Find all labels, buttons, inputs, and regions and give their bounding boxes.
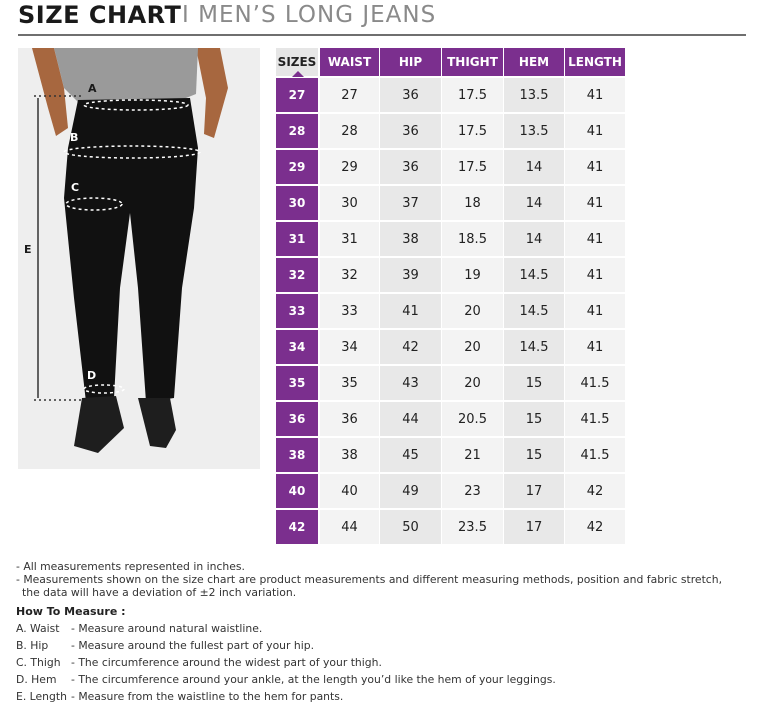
size-table-container [276,48,626,544]
page-subtitle: I MEN’S LONG JEANS [182,2,437,28]
measurement-cell: 36 [380,112,442,148]
measurement-cell: 42 [565,508,626,544]
measurement-cell: 27 [320,76,380,112]
measurement-cell: 20 [442,292,504,328]
measure-item [16,639,746,652]
measurement-cell: 36 [380,148,442,184]
table-row [276,436,626,472]
note-line: the data will have a deviation of ±2 inch variation. [22,586,297,599]
measurement-cell: 32 [320,256,380,292]
size-cell: 40 [276,472,320,508]
size-cell: 35 [276,364,320,400]
header-hip: HIP [380,48,442,76]
measurement-cell: 37 [380,184,442,220]
size-cell: 30 [276,184,320,220]
measurement-cell: 41 [380,292,442,328]
measurement-cell: 13.5 [504,112,565,148]
measurement-cell: 41 [565,328,626,364]
measurement-cell: 36 [380,76,442,112]
size-cell: 28 [276,112,320,148]
table-row [276,76,626,112]
measurement-cell: 50 [380,508,442,544]
measure-key: D. Hem [16,673,57,686]
size-cell: 33 [276,292,320,328]
measure-key: E. Length [16,690,67,703]
measurement-cell: 42 [565,472,626,508]
marker-d: D [87,369,97,382]
measurement-cell: 41.5 [565,364,626,400]
measurement-cell: 20 [442,364,504,400]
measurement-cell: 41 [565,148,626,184]
measure-desc: - Measure around natural waistline. [71,622,263,635]
measure-key: B. Hip [16,639,49,652]
table-row [276,184,626,220]
header-length: LENGTH [565,48,626,76]
note-line: - All measurements represented in inches. [16,560,245,573]
measurement-cell: 13.5 [504,76,565,112]
size-cell: 29 [276,148,320,184]
size-table [276,48,626,544]
header-sizes: SIZES [276,48,320,76]
measurement-cell: 49 [380,472,442,508]
measurement-cell: 17.5 [442,148,504,184]
measure-desc: - Measure from the waistline to the hem for pants. [71,690,344,703]
marker-b: B [70,131,79,144]
measurement-cell: 36 [320,400,380,436]
measurement-cell: 28 [320,112,380,148]
measurement-cell: 20 [442,328,504,364]
measurement-cell: 41 [565,256,626,292]
measure-item [16,656,746,669]
measurement-cell: 23.5 [442,508,504,544]
measurement-cell: 15 [504,364,565,400]
measurement-cell: 41 [565,184,626,220]
measurement-cell: 14 [504,148,565,184]
measure-key: C. Thigh [16,656,61,669]
measurement-cell: 33 [320,292,380,328]
table-row [276,292,626,328]
measure-desc: - Measure around the fullest part of your hip. [71,639,315,652]
measurement-cell: 41 [565,112,626,148]
measure-desc: - The circumference around your ankle, at the length you’d like the hem of your leggings. [71,673,556,686]
measurement-cell: 15 [504,400,565,436]
measurement-cell: 14.5 [504,328,565,364]
header-hem: HEM [504,48,565,76]
measure-item [16,673,746,686]
measurement-cell: 14.5 [504,256,565,292]
measurement-cell: 41 [565,292,626,328]
marker-c: C [71,181,80,194]
measurement-cell: 42 [380,328,442,364]
measurement-cell: 44 [380,400,442,436]
measurement-cell: 23 [442,472,504,508]
header-waist: WAIST [320,48,380,76]
measurement-cell: 29 [320,148,380,184]
marker-e: E [24,243,32,256]
measurement-cell: 17.5 [442,76,504,112]
table-row [276,220,626,256]
measurement-cell: 17 [504,508,565,544]
size-cell: 31 [276,220,320,256]
table-row [276,508,626,544]
measurement-cell: 18 [442,184,504,220]
measurement-cell: 21 [442,436,504,472]
measurement-cell: 18.5 [442,220,504,256]
how-to-measure-title: How To Measure : [16,605,126,618]
size-cell: 27 [276,76,320,112]
table-header-row [276,48,626,76]
measurement-cell: 35 [320,364,380,400]
size-cell: 42 [276,508,320,544]
measurement-cell: 14.5 [504,292,565,328]
measure-desc: - The circumference around the widest part of your thigh. [71,656,382,669]
measurement-cell: 19 [442,256,504,292]
measurement-cell: 41.5 [565,436,626,472]
table-row [276,112,626,148]
measurement-cell: 20.5 [442,400,504,436]
size-cell: 34 [276,328,320,364]
marker-a: A [88,82,97,95]
page-title: SIZE CHART [18,1,182,29]
table-row [276,148,626,184]
note-line: - Measurements shown on the size chart are product measurements and different measuring methods, position and fabric stretch, [16,573,723,586]
measurement-cell: 15 [504,436,565,472]
measurement-cell: 31 [320,220,380,256]
table-row [276,400,626,436]
table-row [276,256,626,292]
measure-item [16,622,746,635]
measurement-cell: 41 [565,76,626,112]
measurement-cell: 34 [320,328,380,364]
measurement-cell: 43 [380,364,442,400]
measurement-cell: 17.5 [442,112,504,148]
jeans-model-illustration [18,48,260,469]
measurement-cell: 14 [504,220,565,256]
size-cell: 36 [276,400,320,436]
table-row [276,328,626,364]
measurement-cell: 14 [504,184,565,220]
measurement-cell: 38 [320,436,380,472]
table-row [276,364,626,400]
measurement-cell: 39 [380,256,442,292]
table-row [276,472,626,508]
header-thigh: THIGHT [442,48,504,76]
measurement-cell: 38 [380,220,442,256]
measurement-cell: 44 [320,508,380,544]
measure-key: A. Waist [16,622,60,635]
notes-section [16,560,746,703]
size-cell: 32 [276,256,320,292]
measurement-cell: 30 [320,184,380,220]
page-header [18,0,746,36]
measure-item [16,690,746,703]
measurement-photo [18,48,260,469]
measurement-cell: 40 [320,472,380,508]
measurement-cell: 41 [565,220,626,256]
measurement-cell: 45 [380,436,442,472]
size-cell: 38 [276,436,320,472]
measurement-cell: 41.5 [565,400,626,436]
measurement-cell: 17 [504,472,565,508]
